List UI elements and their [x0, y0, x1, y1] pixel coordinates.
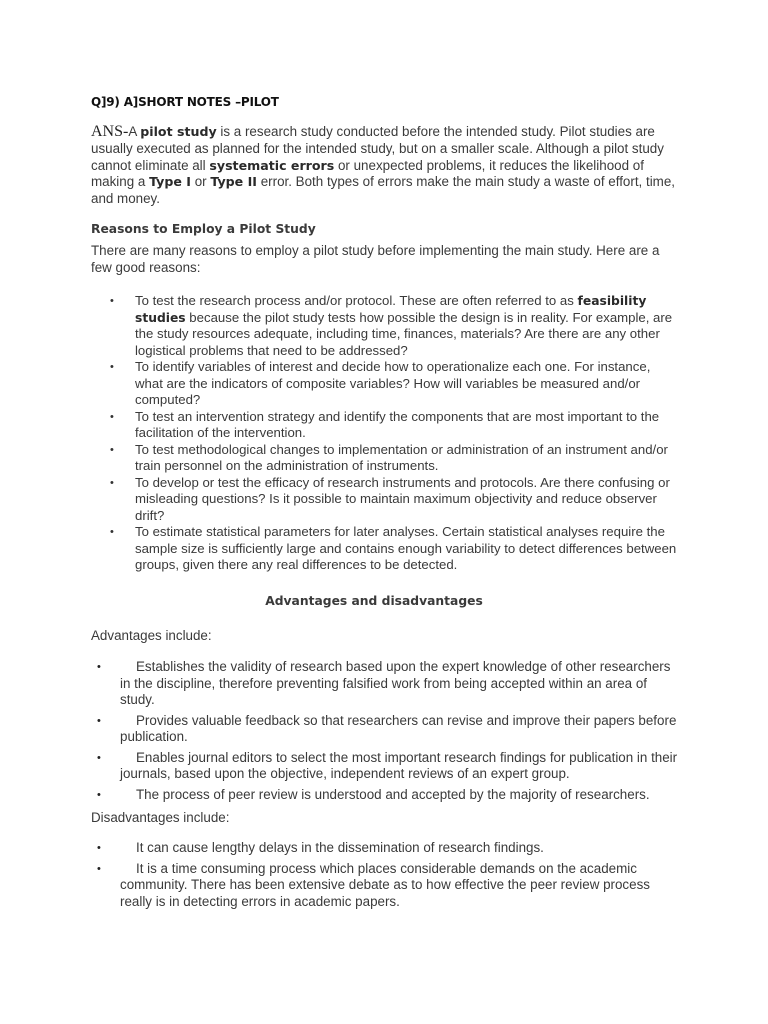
answer-bold-term: Type I: [149, 174, 191, 190]
answer-tag: ANS-: [91, 123, 129, 140]
reasons-heading: Reasons to Employ a Pilot Study: [91, 222, 316, 236]
list-item: [91, 861, 681, 911]
list-item-text: To identify variables of interest and decide how to operationalize each one. For instance, what are the indicators of composite variables? How will variables be measured and/or computed?: [135, 359, 651, 407]
bullet-icon: •: [110, 476, 114, 489]
answer-text: is a research study conducted before the intended study. Pilot studies are usually executed as planned for the intended study, but on a smaller scale. Although a pilot study cannot eliminate all: [91, 124, 664, 173]
bullet-icon: •: [97, 714, 101, 727]
disadvantages-list: [91, 840, 681, 914]
bullet-icon: •: [97, 661, 101, 673]
bullet-icon: •: [97, 862, 101, 875]
list-item-text: Provides valuable feedback so that researchers can revise and improve their papers before publication.: [120, 712, 677, 744]
bullet-icon: •: [110, 526, 114, 538]
advantages-label: Advantages include:: [91, 628, 212, 643]
list-item: [91, 409, 681, 442]
list-item-bold-term: feasibility studies: [135, 294, 647, 325]
list-item: [91, 713, 681, 746]
list-item: [91, 840, 681, 857]
answer-bold-term: systematic errors: [209, 157, 335, 173]
list-item-text: because the pilot study tests how possible the design is in reality. For example, are the study resources adequate, including time, finances, materials? Are there are any other logistical problems that need to be addressed?: [135, 309, 673, 358]
bullet-icon: •: [110, 295, 114, 307]
bullet-icon: •: [97, 788, 101, 801]
reasons-list: [91, 293, 681, 574]
list-item-text: To develop or test the efficacy of research instruments and protocols. Are there confusing or misleading questions? Is it possible to maintain maximum objectivity and reduce observer drift?: [135, 474, 670, 523]
answer-bold-term: pilot study: [140, 124, 217, 139]
bullet-icon: •: [97, 751, 101, 764]
reasons-intro: There are many reasons to employ a pilot study before implementing the main study. Here are a few good reasons:: [91, 243, 660, 275]
list-item-text: The process of peer review is understood and accepted by the majority of researchers.: [136, 786, 650, 802]
list-item-text: It can cause lengthy delays in the dissemination of research findings.: [136, 840, 544, 855]
list-item: [91, 293, 681, 359]
list-item: [91, 659, 681, 709]
list-item: [91, 750, 681, 783]
list-item: [91, 442, 681, 475]
answer-text: or unexpected problems, it reduces the likelihood of making a: [91, 157, 644, 190]
list-item-text: Enables journal editors to select the most important research findings for publication in their journals, based upon the objective, independent reviews of an expert group.: [120, 749, 678, 781]
answer-paragraph: [91, 124, 681, 208]
list-item: [91, 359, 681, 409]
answer-text: A: [128, 124, 141, 139]
list-item-text: To estimate statistical parameters for later analyses. Certain statistical analyses require the sample size is sufficiently large and contains enough variability to detect differences between groups, given there any real differences to be detected.: [135, 524, 677, 572]
bullet-icon: •: [110, 410, 114, 423]
list-item: [91, 787, 681, 804]
list-item-text: To test the research process and/or protocol. These are often referred to as: [135, 293, 578, 308]
advantages-disadvantages-heading: Advantages and disadvantages: [265, 594, 483, 608]
list-item-text: It is a time consuming process which places considerable demands on the academic community. There has been extensive debate as to how effective the peer review process really is in detecting errors in academic papers.: [120, 860, 650, 909]
list-item: [91, 475, 681, 525]
question-heading: Q]9) A]SHORT NOTES –PILOT: [91, 95, 279, 109]
answer-text: error. Both types of errors make the main study a waste of effort, time, and money.: [91, 174, 676, 207]
bullet-icon: •: [97, 842, 101, 854]
answer-text: or: [191, 174, 211, 190]
advantages-list: [91, 659, 681, 807]
bullet-icon: •: [110, 443, 114, 456]
bullet-icon: •: [110, 361, 114, 373]
list-item: [91, 524, 681, 574]
disadvantages-label: Disadvantages include:: [91, 810, 230, 825]
list-item-text: Establishes the validity of research based upon the expert knowledge of other researchers in the discipline, therefore preventing falsified work from being accepted within an area of study.: [120, 659, 671, 707]
list-item-text: To test methodological changes to implementation or administration of an instrument and/or train personnel on the administration of instruments.: [135, 441, 668, 473]
list-item-text: To test an intervention strategy and identify the components that are most important to the facilitation of the intervention.: [135, 408, 660, 440]
answer-bold-term: Type II: [210, 174, 257, 190]
